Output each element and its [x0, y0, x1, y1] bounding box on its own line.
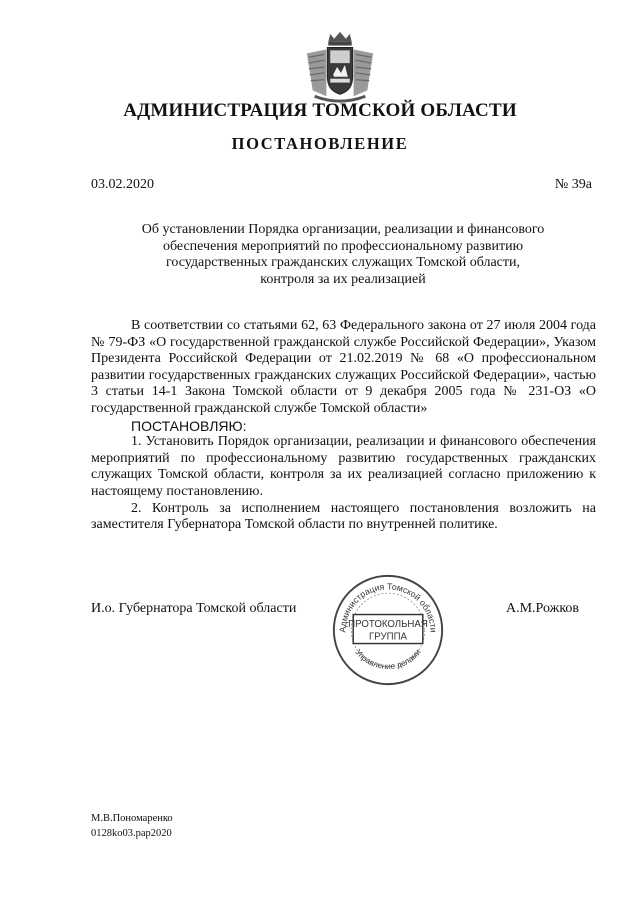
signatory-name: А.М.Рожков	[506, 601, 580, 616]
subject-line: Об установлении Порядка организации, реализации и финансового	[141, 222, 545, 237]
item-2-paragraph: 2. Контроль за исполнением настоящего постановления возложить на заместителя Губернатора Томской области по внутренней политике.	[91, 500, 596, 533]
doc-number: № 39а	[554, 177, 592, 192]
subject-line: государственных гражданских служащих Томской области,	[165, 255, 521, 271]
subject-line: контроля за их реализацией	[260, 271, 426, 287]
file-code: 0128ko03.pap2020	[91, 828, 172, 839]
item-1-paragraph: 1. Установить Порядок организации, реализации и финансового обеспечения мероприятий по профессиональному развитию государственных гражданских служащих Томской области, контроля за их реализацией согласно приложению к настоящему постановлению.	[91, 434, 596, 499]
stamp-outer-bottom: Управление делами	[353, 647, 423, 672]
tomsk-region-coat-of-arms-icon	[301, 28, 379, 106]
subject-line: обеспечения мероприятий по профессиональному развитию	[162, 238, 524, 254]
doc-footer	[91, 811, 173, 841]
doc-type: ПОСТАНОВЛЕНИЕ	[231, 134, 409, 153]
protocol-group-stamp	[330, 572, 446, 688]
org-name: АДМИНИСТРАЦИЯ ТОМСКОЙ ОБЛАСТИ	[123, 100, 517, 121]
doc-body	[91, 318, 596, 534]
signatory-position: И.о. Губернатора Томской области	[91, 601, 297, 616]
preamble-paragraph: В соответствии со статьями 62, 63 Федерального закона от 27 июля 2004 года № 79-ФЗ «О государственной гражданской службе Российской Федерации», Указом Президента Российской Федерации от 21.02.2019 № 68 «О профессиональном развитии государственных гражданских служащих Российской Федерации», частью 3 статьи 14-1 Закона Томской области от 9 декабря 2005 года № 231-ОЗ «О государственной гражданской службе Томской области»	[91, 318, 596, 416]
stamp-line-2: ГРУППА	[369, 631, 407, 643]
doc-subject	[130, 222, 556, 288]
stamp-line-1: ПРОТОКОЛЬНАЯ	[348, 619, 428, 631]
doc-date: 03.02.2020	[91, 177, 154, 192]
stamp-outer-top: Администрация Томской области	[337, 581, 439, 633]
executor-name: М.В.Пономаренко	[91, 813, 173, 824]
decree-word: ПОСТАНОВЛЯЮ:	[131, 417, 247, 434]
